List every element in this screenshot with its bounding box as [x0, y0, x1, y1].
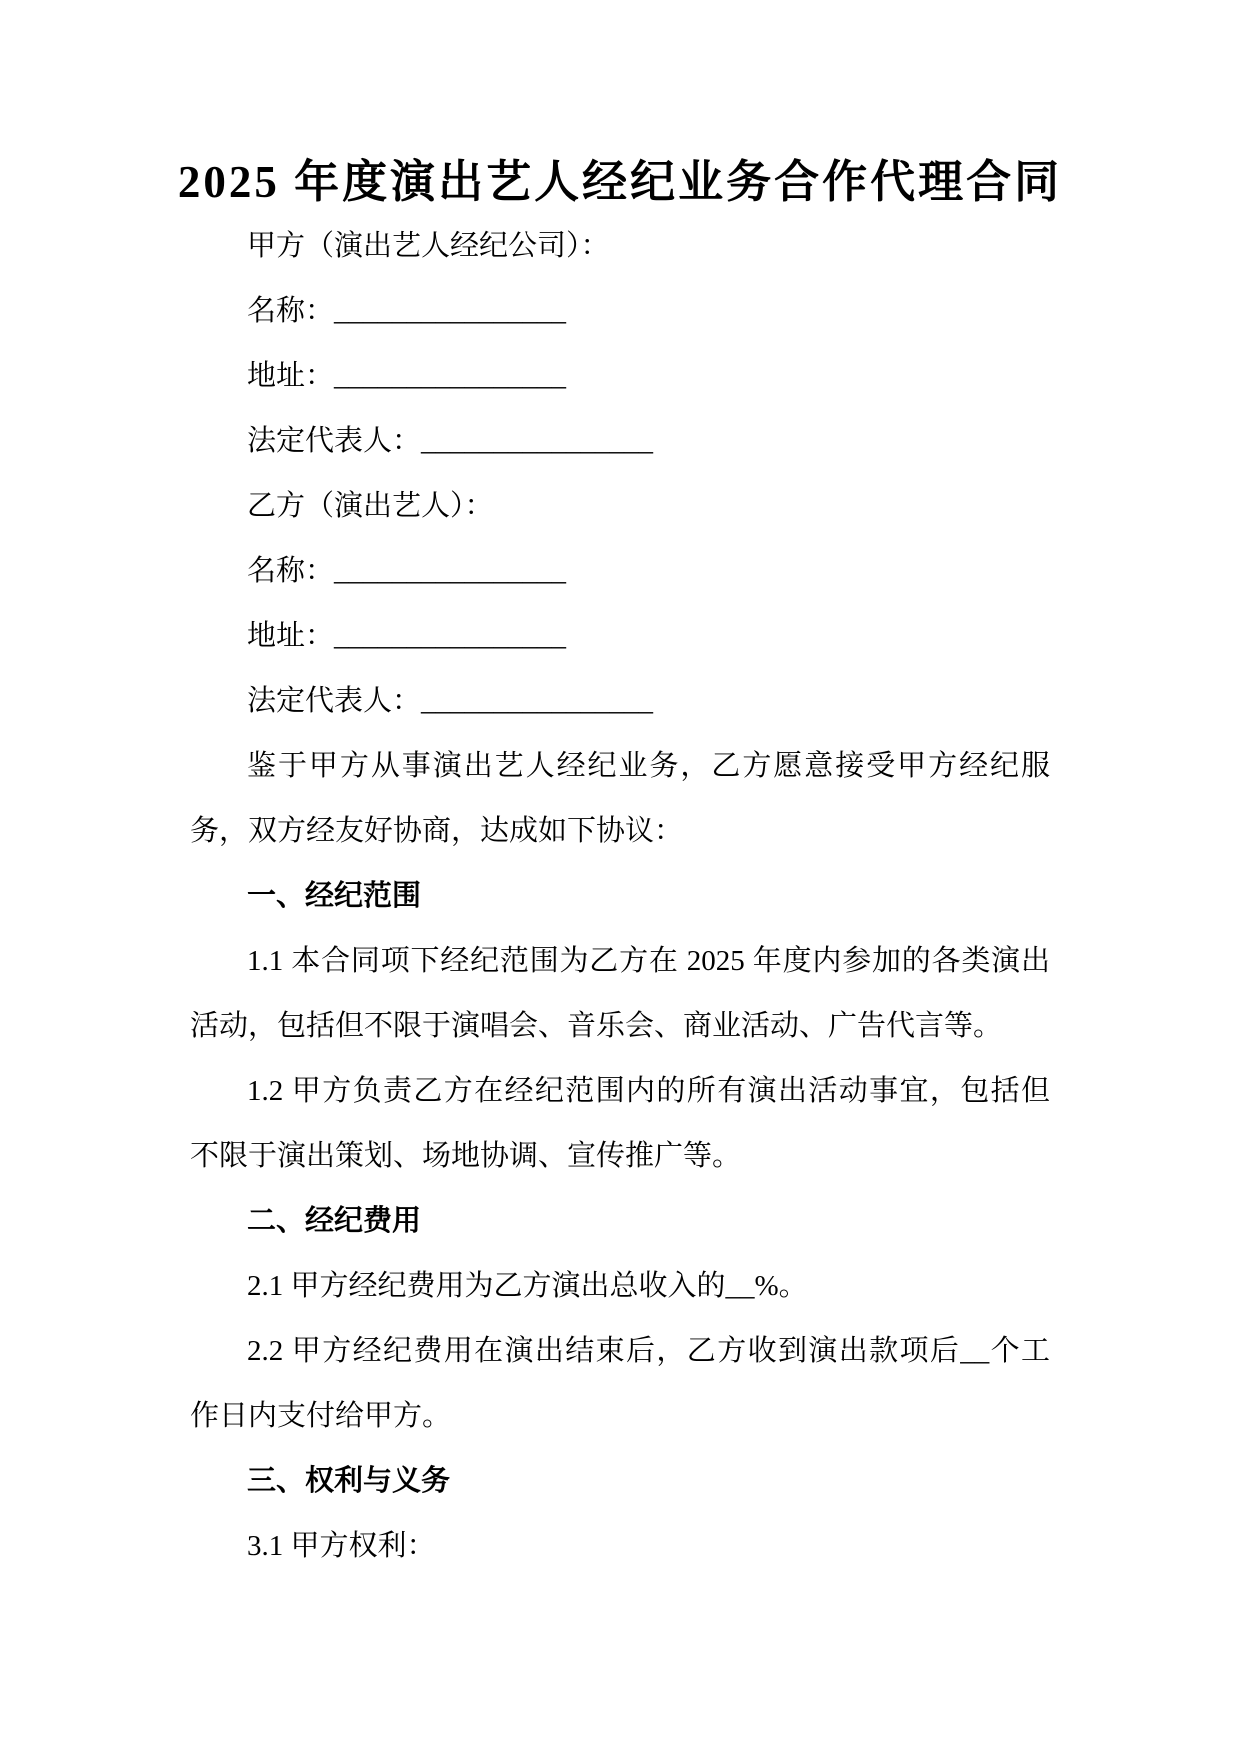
document-line: 不限于演出策划、场地协调、宣传推广等。 [190, 1140, 742, 1172]
document-line: 3.1 甲方权利： [247, 1530, 436, 1562]
section-heading: 三、权利与义务 [247, 1465, 451, 1497]
document-line: 作日内支付给甲方。 [190, 1400, 452, 1432]
document-line: 务，双方经友好协商，达成如下协议： [190, 815, 684, 847]
document-line: 地址：________________ [247, 620, 567, 652]
document-line: 1.1 本合同项下经纪范围为乙方在 2025 年度内参加的各类演出 [247, 945, 1050, 977]
document-line: 2.1 甲方经纪费用为乙方演出总收入的__%。 [247, 1270, 808, 1302]
document-title: 2025 年度演出艺人经纪业务合作代理合同 [177, 157, 1063, 207]
document-line: 乙方（演出艺人）： [247, 490, 494, 522]
document-line: 地址：________________ [247, 360, 567, 392]
document-body [190, 214, 1050, 1579]
document-line: 名称：________________ [247, 555, 567, 587]
document-line: 名称：________________ [247, 295, 567, 327]
section-heading: 二、经纪费用 [247, 1205, 422, 1237]
document-line: 鉴于甲方从事演出艺人经纪业务，乙方愿意接受甲方经纪服 [247, 750, 1050, 782]
section-heading: 一、经纪范围 [247, 880, 422, 912]
document-line: 法定代表人：________________ [247, 425, 654, 457]
document-line: 甲方（演出艺人经纪公司）： [247, 230, 610, 262]
document-line: 法定代表人：________________ [247, 685, 654, 717]
document-line: 2.2 甲方经纪费用在演出结束后，乙方收到演出款项后__个工 [247, 1335, 1050, 1367]
document-line: 活动，包括但不限于演唱会、音乐会、商业活动、广告代言等。 [190, 1010, 1003, 1042]
document-line: 1.2 甲方负责乙方在经纪范围内的所有演出活动事宜，包括但 [247, 1075, 1050, 1107]
